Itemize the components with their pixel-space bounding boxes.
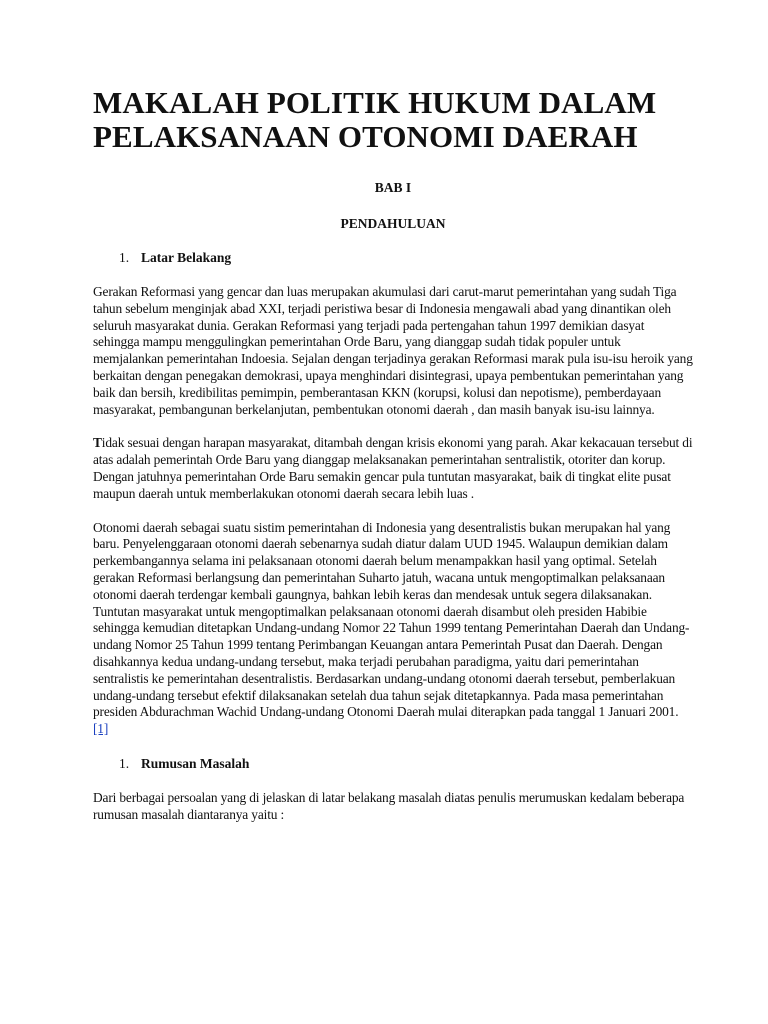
footnote-reference-link[interactable]: [1] bbox=[93, 721, 109, 737]
paragraph-latar-2 bbox=[93, 435, 693, 502]
section-heading-text: Latar Belakang bbox=[141, 250, 232, 265]
section-heading-latar-belakang bbox=[93, 250, 693, 266]
paragraph-initial-letter: T bbox=[93, 435, 102, 451]
paragraph-rumusan-1: Dari berbagai persoalan yang di jelaskan di latar belakang masalah diatas penulis merumuskan kedalam beberapa rumusan masalah diantaranya yaitu : bbox=[93, 789, 685, 822]
section-heading-text: Rumusan Masalah bbox=[141, 755, 250, 771]
section-heading-rumusan-masalah bbox=[93, 756, 693, 772]
chapter-label: BAB I bbox=[374, 180, 412, 195]
paragraph-latar-3 bbox=[93, 520, 693, 738]
document-page bbox=[93, 86, 693, 824]
chapter-title: PENDAHULUAN bbox=[340, 216, 446, 231]
section-number: 1. bbox=[119, 250, 130, 265]
section-number: 1. bbox=[119, 755, 130, 771]
document-title: MAKALAH POLITIK HUKUM DALAM PELAKSANAAN OTONOMI DAERAH bbox=[93, 85, 657, 154]
paragraph-latar-3-text: Otonomi daerah sebagai suatu sistim pemerintahan di Indonesia yang desentralistis bukan merupakan hal yang baru. Penyelenggaraan otonomi daerah sebenarnya sudah diatur dalam UUD 1945. Walaupun demikian dalam perkembangannya selama ini pelaksanaan otonomi daerah belum menampakkan hasil yang optimal. Setelah gerakan Reformasi berlangsung dan pemerintahan Suharto jatuh, wacana untuk mengoptimalkan pelaksanaan otonomi daerah terdengar kembali gaungnya, bahkan lebih keras dan mendesak untuk segera dilaksanakan. Tuntutan masyarakat untuk mengoptimalkan pelaksanaan otonomi daerah disambut oleh presiden Habibie sehingga kemudian ditetapkan Undang-undang Nomor 22 Tahun 1999 tentang Pemerintahan Daerah dan Undang-undang Nomor 25 Tahun 1999 tentang Perimbangan Keuangan antara Pemerintah Pusat dan Daerah. Dengan disahkannya kedua undang-undang tersebut, maka terjadi perubahan paradigma, yaitu dari pemerintahan sentralistis ke pemerintahan desentralistis. Berdasarkan undang-undang otonomi daerah tersebut, pemberlakuan undang-undang tersebut efektif dilaksanakan setelah dua tahun sejak ditetapkannya. Pada masa pemerintahan presiden Abdurachman Wachid Undang-undang Otonomi Daerah mulai diterapkan pada tanggal 1 Januari 2001. bbox=[93, 519, 690, 720]
paragraph-latar-2-text: idak sesuai dengan harapan masyarakat, ditambah dengan krisis ekonomi yang parah. Akar kekacauan tersebut di atas adalah pemerintah Orde Baru yang dianggap melaksanakan pemerintahan sentralistik, otoriter dan korup. Dengan jatuhnya pemerintahan Orde Baru semakin gencar pula tuntutan masyarakat, baik di tingkat elite pusat maupun daerah untuk memberlakukan otonomi daerah secara lebih luas . bbox=[93, 435, 693, 501]
paragraph-latar-1: Gerakan Reformasi yang gencar dan luas merupakan akumulasi dari carut-marut pemerintahan yang sudah Tiga tahun sebelum menginjak abad XXI, terjadi peristiwa besar di Indonesia mengawali abad yang dinantikan oleh seluruh masyarakat dunia. Gerakan Reformasi yang terjadi pada pertengahan tahun 1997 demikian dasyat sehingga mampu menggulingkan pemerintahan Orde Baru, yang dianggap sudah tidak populer untuk memjalankan pemerintahan Indoesia. Sejalan dengan terjadinya gerakan Reformasi marak pula isu-isu heroik yang berkaitan dengan penegakan demokrasi, upaya menghindari disintegrasi, upaya pembentukan pemerintahan yang baik dan bersih, kredibilitas pemimpin, pemberantasan KKN (korupsi, kolusi dan nepotisme), pemberdayaan masyarakat, pembangunan berkelanjutan, pembentukan otonomi daerah , dan masih banyak isu-isu lainnya. bbox=[93, 284, 693, 417]
